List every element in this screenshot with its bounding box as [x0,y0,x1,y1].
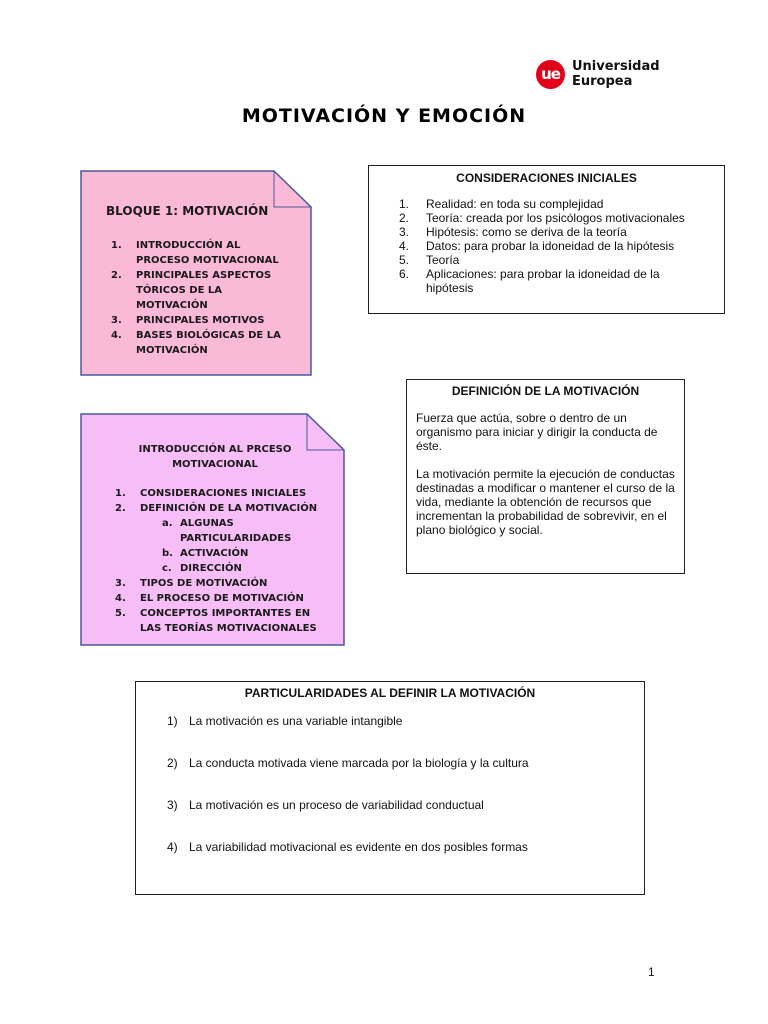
item-number: 2. [111,270,122,281]
item-number: 2. [115,503,126,514]
item-text: TÓRICOS DE LA [136,285,222,296]
item-number: a. [162,518,173,529]
list-item-cont [110,621,330,636]
item-number: 3. [111,315,122,326]
particularidades-box [135,681,645,895]
item-text: CONCEPTOS IMPORTANTES EN [140,608,311,619]
item-number: 4. [115,593,126,604]
page-number: 1 [648,965,655,979]
item-number: c. [162,563,172,574]
item-text: TIPOS DE MOTIVACIÓN [140,578,268,589]
list-subitem [110,561,330,576]
item-number: 3) [167,798,178,812]
bloque1-heading: BLOQUE 1: MOTIVACIÓN [106,204,269,218]
item-text: La motivación es un proceso de variabilidad conductual [189,798,484,812]
bloque1-content [106,204,301,358]
item-number: 6. [399,267,410,281]
item-text: Teoría: creada por los psicólogos motivacionales [426,211,685,225]
university-logo [536,58,666,92]
item-text: CONSIDERACIONES INICIALES [140,488,307,499]
item-text: PRINCIPALES MOTIVOS [136,315,265,326]
list-subitem-cont [110,531,330,546]
list-item [110,606,330,621]
item-number: 1. [115,488,126,499]
item-text: ACTIVACIÓN [180,548,249,559]
list-item [167,798,484,812]
item-text: hipótesis [426,281,474,295]
item-text: LAS TEORÍAS MOTIVACIONALES [140,623,317,634]
item-text: Datos: para probar la idoneidad de la hipótesis [426,239,675,253]
list-item [397,267,717,281]
list-item [397,197,717,211]
item-number: 1) [167,714,178,728]
item-text: Aplicaciones: para probar la idoneidad de la [426,267,660,281]
item-number: 2) [167,756,178,770]
logo-mark-icon: ue [536,60,565,89]
list-item [397,253,717,267]
definicion-title: DEFINICIÓN DE LA MOTIVACIÓN [451,384,640,398]
item-text: La conducta motivada viene marcada por la biología y la cultura [189,756,529,770]
item-number: 5. [399,253,410,267]
logo-line-2: Europea [572,74,633,89]
item-number: 5. [115,608,126,619]
item-text: Realidad: en toda su complejidad [426,197,604,211]
list-item [110,576,330,591]
item-text: Hipótesis: como se deriva de la teoría [426,225,627,239]
item-text: ALGUNAS [180,518,234,529]
list-item [167,714,402,728]
list-item [106,238,301,253]
list-subitem [110,516,330,531]
consideraciones-list [397,197,717,295]
list-item-cont [106,253,301,268]
item-number: 4) [167,840,178,854]
item-text: MOTIVACIÓN [136,345,208,356]
definicion-paragraph-1: Fuerza que actúa, sobre o dentro de un organismo para iniciar y dirigir la conducta de éste. [416,411,658,453]
item-text: PARTICULARIDADES [180,533,292,544]
logo-wordmark [572,59,660,89]
item-text: La variabilidad motivacional es evidente en dos posibles formas [189,840,528,854]
item-number: b. [162,548,173,559]
item-number: 3. [115,578,126,589]
item-number: 1. [111,240,122,251]
list-item [397,239,717,253]
definicion-paragraph-2: La motivación permite la ejecución de conductas destinadas a modificar o mantener el curso de la vida, mediante la obtención de recursos que incrementan la probabilidad de sobrevivir, en el plano biológico y social. [416,467,675,537]
item-text: DEFINICIÓN DE LA MOTIVACIÓN [140,503,318,514]
item-text: BASES BIOLÓGICAS DE LA [136,330,281,341]
item-number: 4. [399,239,410,253]
definicion-box [406,379,685,574]
intro-heading [110,442,330,472]
item-number: 3. [399,225,410,239]
list-item [106,328,301,343]
item-text: MOTIVACIÓN [136,300,208,311]
item-text: La motivación es una variable intangible [189,714,403,728]
item-text: DIRECCIÓN [180,563,242,574]
list-item-cont [106,343,301,358]
consideraciones-title: CONSIDERACIONES INICIALES [456,171,637,185]
bloque1-list [106,238,301,358]
list-item [110,486,330,501]
item-text: Teoría [426,253,460,267]
list-item-cont [106,298,301,313]
list-item [110,501,330,516]
list-item [397,225,717,239]
item-text: EL PROCESO DE MOTIVACIÓN [140,593,304,604]
bloque1-note [80,170,312,376]
list-item [397,211,717,225]
list-item [167,840,528,854]
consideraciones-box [368,165,725,314]
item-number: 1. [399,197,410,211]
list-item [110,591,330,606]
list-item [106,268,301,283]
intro-content [110,442,330,636]
item-text: PRINCIPALES ASPECTOS [136,270,272,281]
logo-line-1: Universidad [572,59,660,74]
list-item-cont [106,283,301,298]
item-text: PROCESO MOTIVACIONAL [136,255,279,266]
list-item [106,313,301,328]
item-text: INTRODUCCIÓN AL [136,240,241,251]
page-title: MOTIVACIÓN Y EMOCIÓN [241,105,527,127]
particularidades-title: PARTICULARIDADES AL DEFINIR LA MOTIVACIÓN [244,686,536,700]
intro-heading-line-2: MOTIVACIONAL [172,459,258,470]
intro-heading-line-1: INTRODUCCIÓN AL PRCESO [138,444,292,455]
intro-note [80,413,345,646]
list-subitem [110,546,330,561]
list-item-cont [397,281,717,295]
item-number: 2. [399,211,410,225]
item-number: 4. [111,330,122,341]
intro-list [110,486,330,636]
list-item [167,756,529,770]
